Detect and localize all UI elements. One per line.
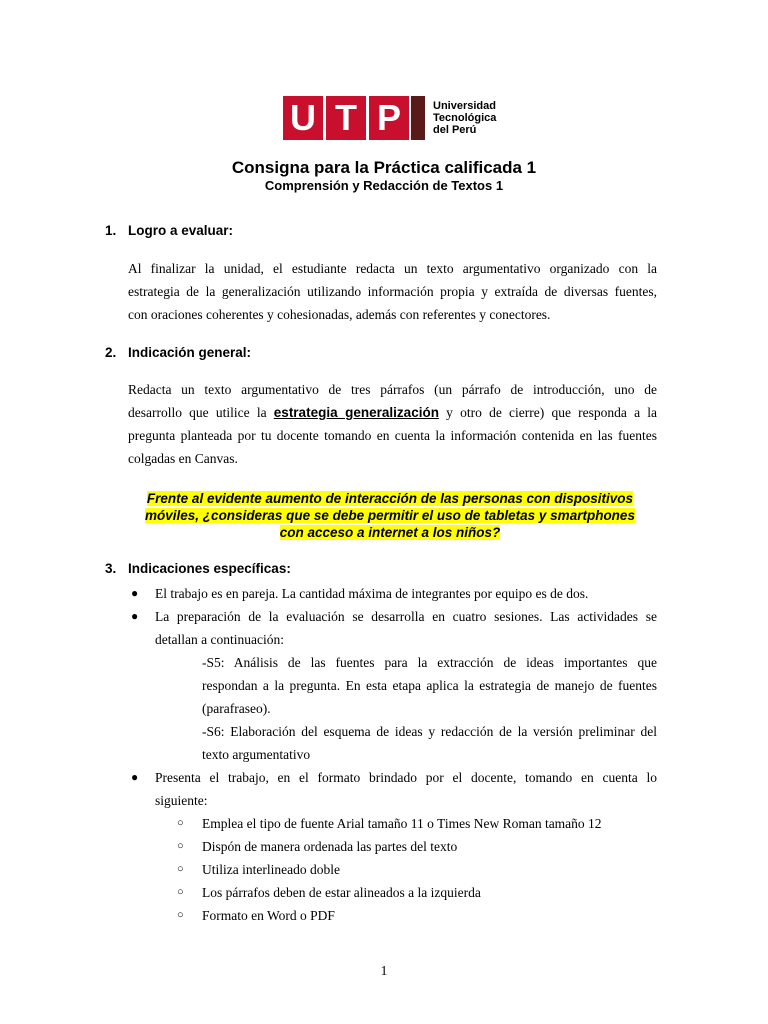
page-title: Consigna para la Práctica calificada 1 [231,158,537,177]
line-with-emphasis: desarrollo que utilice la estrategia generalización y otro de cierre) que responda a la [128,405,658,420]
utp-logo [283,96,496,140]
session-s6: -S6: Elaboración del esquema de ideas y redacción de la versión preliminar del [202,724,657,739]
sub-list-item: Utiliza interlineado doble [202,862,340,877]
circle-bullet-icon: ○ [177,909,184,921]
logo-letter-p: P [369,96,409,140]
emphasis-strategy: estrategia generalización [273,405,439,420]
sub-list-item: Dispón de manera ordenada las partes del texto [202,839,458,854]
page-subtitle: Comprensión y Redacción de Textos 1 [264,178,504,193]
section-1-paragraph: Al finalizar la unidad, el estudiante redacta un texto argumentativo organizado con la estrategia de la generalización utilizando información propia y extraída de diversas fuentes, con oraciones coherentes y cohesionadas, además con referentes y conectores. [128,261,657,322]
circle-bullet-icon: ○ [177,886,184,898]
logo-letter-t: T [326,96,366,140]
bullet-icon: ● [131,609,139,623]
circle-bullet-icon: ○ [177,817,184,829]
specific-list: ● El trabajo es en pareja. La cantidad máxima de integrantes por equipo es de dos. ● La preparación de la evaluación se desarrolla en cuatro sesiones. Las actividades se detallan a continuación: -S5: Análisis de las fuentes para la extracción de ideas importantes que respondan a la pregunta. En esta etapa aplica la estrategia de manejo de fuentes (parafraseo). -S6: Elaboración del esquema de ideas y redacción de la versión preliminar del texto argumentativo ● Presenta el trabajo, en el formato brindado por el docente, tomando en cuenta lo siguiente: ○ Emplea el tipo de fuente Arial tamaño 11 o Times New Roman tamaño 12 ○ Dispón de manera ordenada las partes del texto ○ Utiliza interlineado doble ○ Los párrafos deben de estar alineados a la izquierda ○ Formato en Word o PDF [0,582,768,942]
session-s5: -S5: Análisis de las fuentes para la extracción de ideas importantes que [202,655,657,670]
page-number: 1 [380,963,388,978]
bullet-icon: ● [131,586,139,600]
circle-bullet-icon: ○ [177,863,184,875]
logo-bar [411,96,425,140]
circle-bullet-icon: ○ [177,840,184,852]
logo-text: Universidad Tecnológica del Perú [433,100,497,136]
sub-list-item: Emplea el tipo de fuente Arial tamaño 11 o Times New Roman tamaño 12 [202,816,602,831]
list-item: La preparación de la evaluación se desarrolla en cuatro sesiones. Las actividades se [155,609,657,624]
bullet-icon: ● [131,770,139,784]
list-item: El trabajo es en pareja. La cantidad máxima de integrantes por equipo es de dos. [155,586,589,601]
section-2-paragraph: Redacta un texto argumentativo de tres párrafos (un párrafo de introducción, uno de desarrollo que utilice la estrategia generalización y otro de cierre) que responda a la pregunta planteada por tu docente tomando en cuenta la información contenida en las fuentes colgadas en Canvas. [128,382,658,466]
highlighted-question: Frente al evidente aumento de interacción de las personas con dispositivos móviles, ¿consideras que se debe permitir el uso de tabletas y smartphones con acceso a internet a los niños? [145,491,635,540]
logo-letter-u: U [283,96,323,140]
sub-list-item: Formato en Word o PDF [202,908,335,923]
list-item: Presenta el trabajo, en el formato brindado por el docente, tomando en cuenta lo [155,770,657,785]
sub-list-item: Los párrafos deben de estar alineados a la izquierda [202,885,481,900]
